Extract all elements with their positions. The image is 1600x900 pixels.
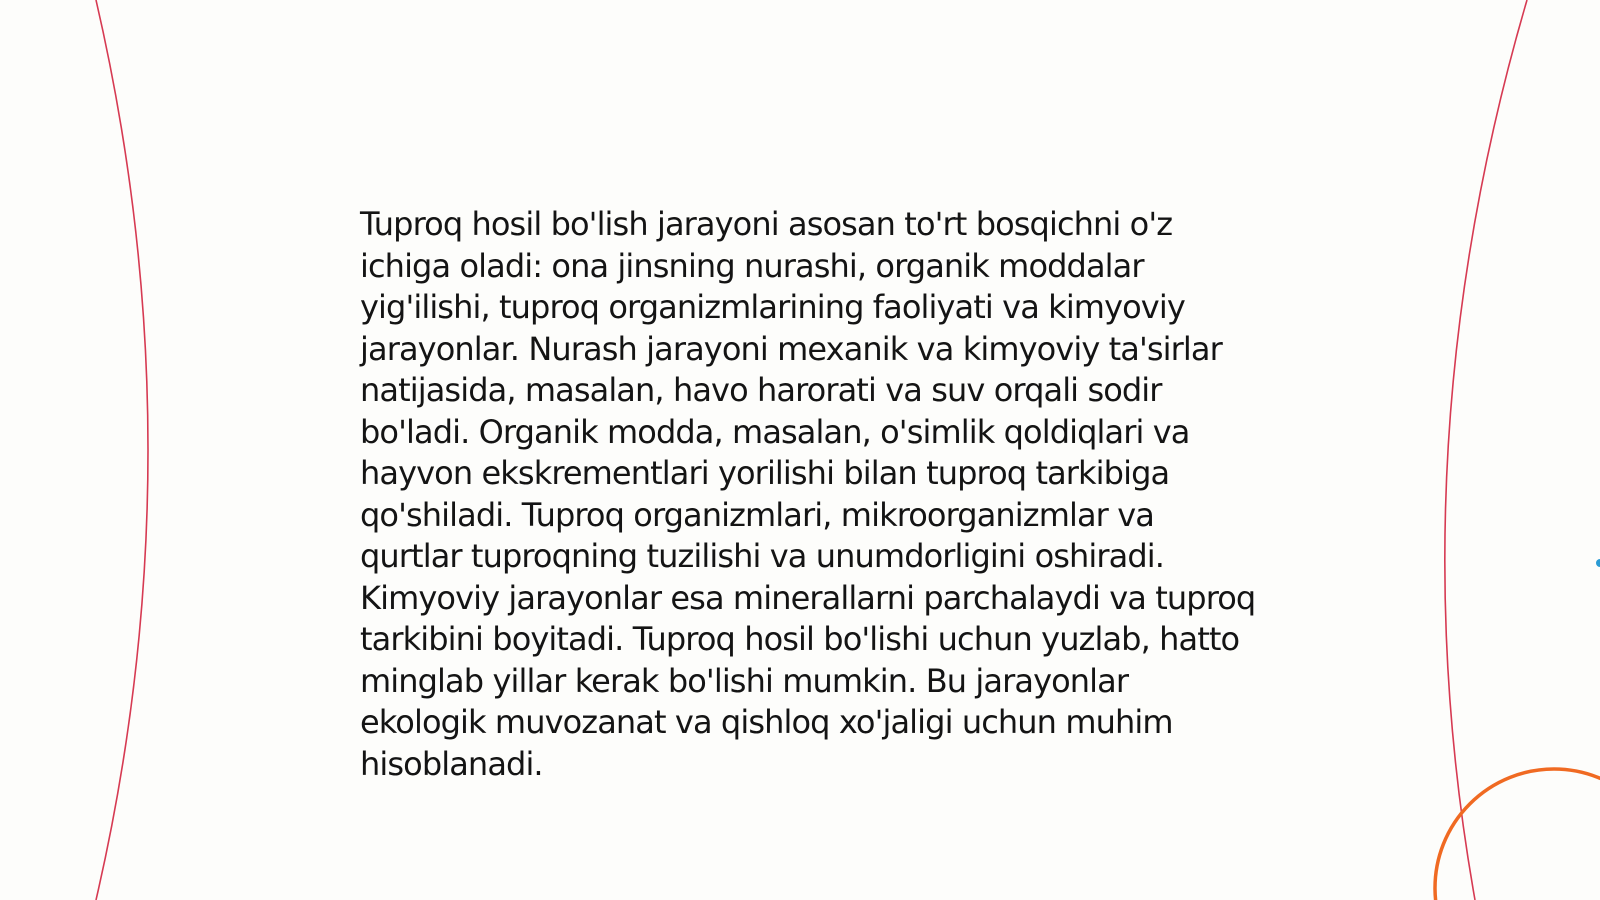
corner-circle-accent — [1435, 769, 1600, 900]
right-arc-line — [1445, 0, 1527, 900]
slide-body-text: Tuproq hosil bo'lish jarayoni asosan to'rt bosqichni o'z ichiga oladi: ona jinsning nurashi, organik moddalar yig'ilishi, tuproq organizmlarining faoliyati va kimyoviy jarayonlar. Nurash jarayoni mexanik va kimyoviy ta'sirlar natijasida, masalan, havo harorati va suv orqali sodir bo'ladi. Organik modda, masalan, o'simlik qoldiqlari va hayvon ekskrementlari yorilishi bilan tuproq tarkibiga qo'shiladi. Tuproq organizmlari, mikroorganizmlar va qurtlar tuproqning tuzilishi va unumdorligini oshiradi. Kimyoviy jarayonlar esa minerallarni parchalaydi va tuproq tarkibini boyitadi. Tuproq hosil bo'lishi uchun yuzlab, hatto minglab yillar kerak bo'lishi mumkin. Bu jarayonlar ekologik muvozanat va qishloq xo'jaligi uchun muhim hisoblanadi. — [360, 205, 1256, 783]
left-arc-line — [96, 0, 148, 900]
small-dot-accent — [1596, 559, 1600, 567]
